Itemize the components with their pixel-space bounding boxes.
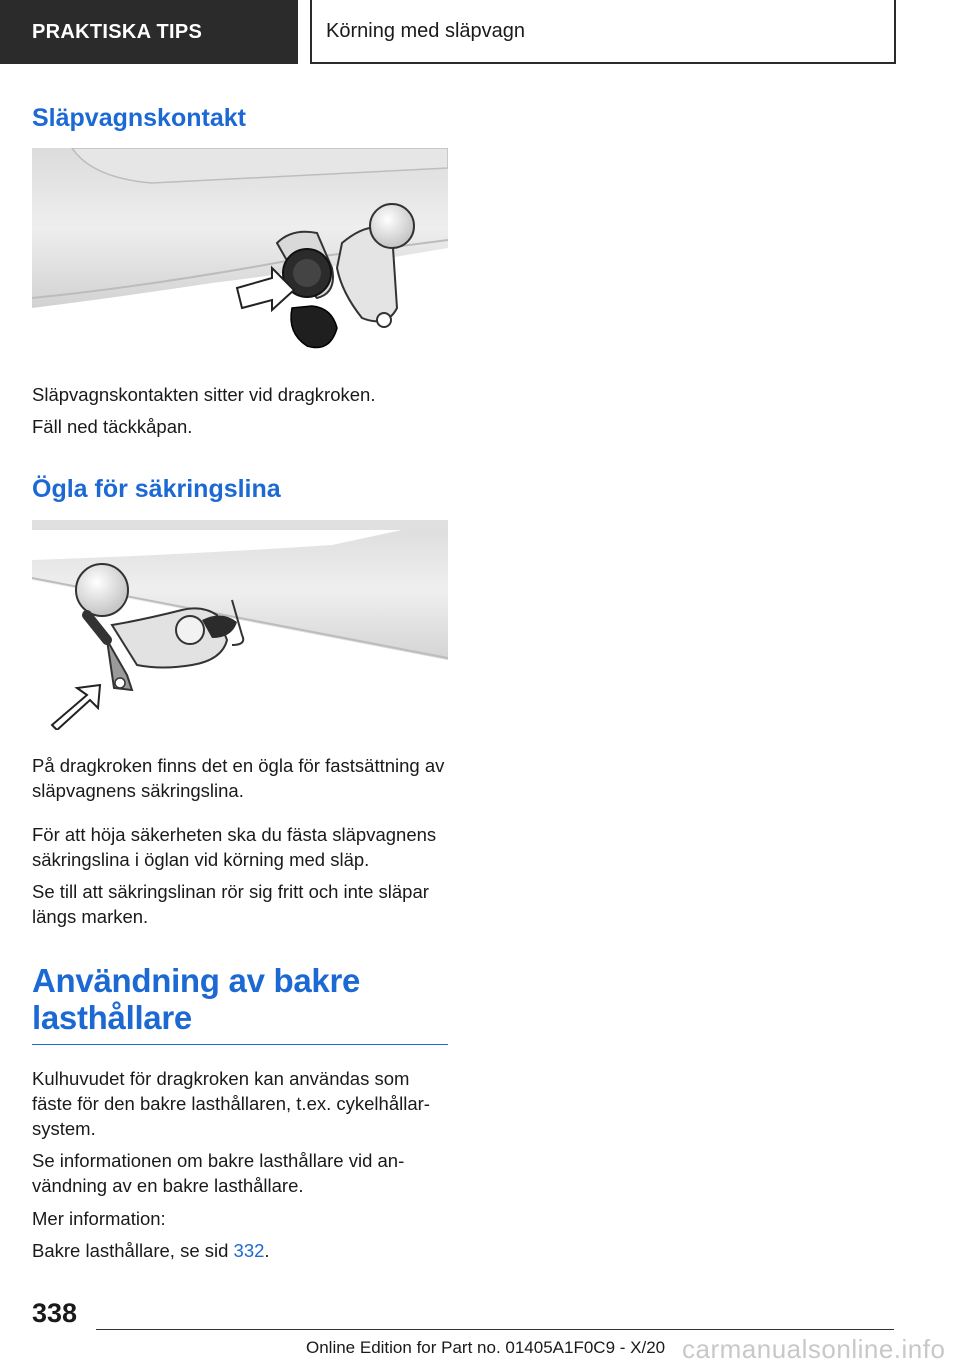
trailer-socket-illustration [32,148,448,358]
heading-rear-carrier-line1: Användning av bakre [32,962,361,999]
edition-text: Online Edition for Part no. 01405A1F0C9 - X/20 [306,1338,666,1357]
rear-carrier-text-3: Mer information: [32,1208,166,1229]
section-tab-label: PRAKTISKA TIPS [32,20,203,43]
rear-carrier-text-4 [32,1238,452,1263]
chapter-header [310,0,896,64]
trailer-socket-text-1: Släpvagnskontakten sitter vid dragkroken. [32,384,376,405]
heading-rear-carrier [32,962,360,1036]
safety-cable-text-1: På dragkroken finns det en ögla för fastsättning av släpvagnens säkringslina. [32,755,445,801]
section-tab [0,0,298,64]
chapter-title: Körning med släpvagn [326,19,526,42]
watermark: carmanualsonline.info [682,1334,946,1364]
heading-underline [32,1044,448,1045]
safety-cable-eye-illustration [32,520,448,730]
heading-trailer-socket: Släpvagnskontakt [32,104,246,132]
rear-carrier-ref-text: Bakre lasthållare, se sid [32,1240,234,1261]
rear-carrier-ref-end: . [264,1240,270,1261]
page-link-332[interactable]: 332 [233,1240,265,1261]
rear-carrier-text-1: Kulhuvudet för dragkroken kan användas som fäste för den bakre lasthållaren, t.ex. cykelhållar-system. [32,1068,430,1139]
safety-cable-text-3: Se till att säkringslinan rör sig fritt och inte släpar längs marken. [32,881,429,927]
heading-rear-carrier-line2: lasthållare [32,999,192,1036]
heading-safety-cable-eye: Ögla för säkringslina [32,475,281,503]
trailer-socket-text-2: Fäll ned täckkåpan. [32,416,193,437]
safety-cable-text-2: För att höja säkerheten ska du fästa släpvagnens säkringslina i öglan vid körning med släp. [32,824,437,870]
rear-carrier-text-2: Se informationen om bakre lasthållare vid an-vändning av en bakre lasthållare. [32,1150,405,1196]
footer-divider [96,1329,894,1330]
page-number: 338 [32,1298,78,1328]
